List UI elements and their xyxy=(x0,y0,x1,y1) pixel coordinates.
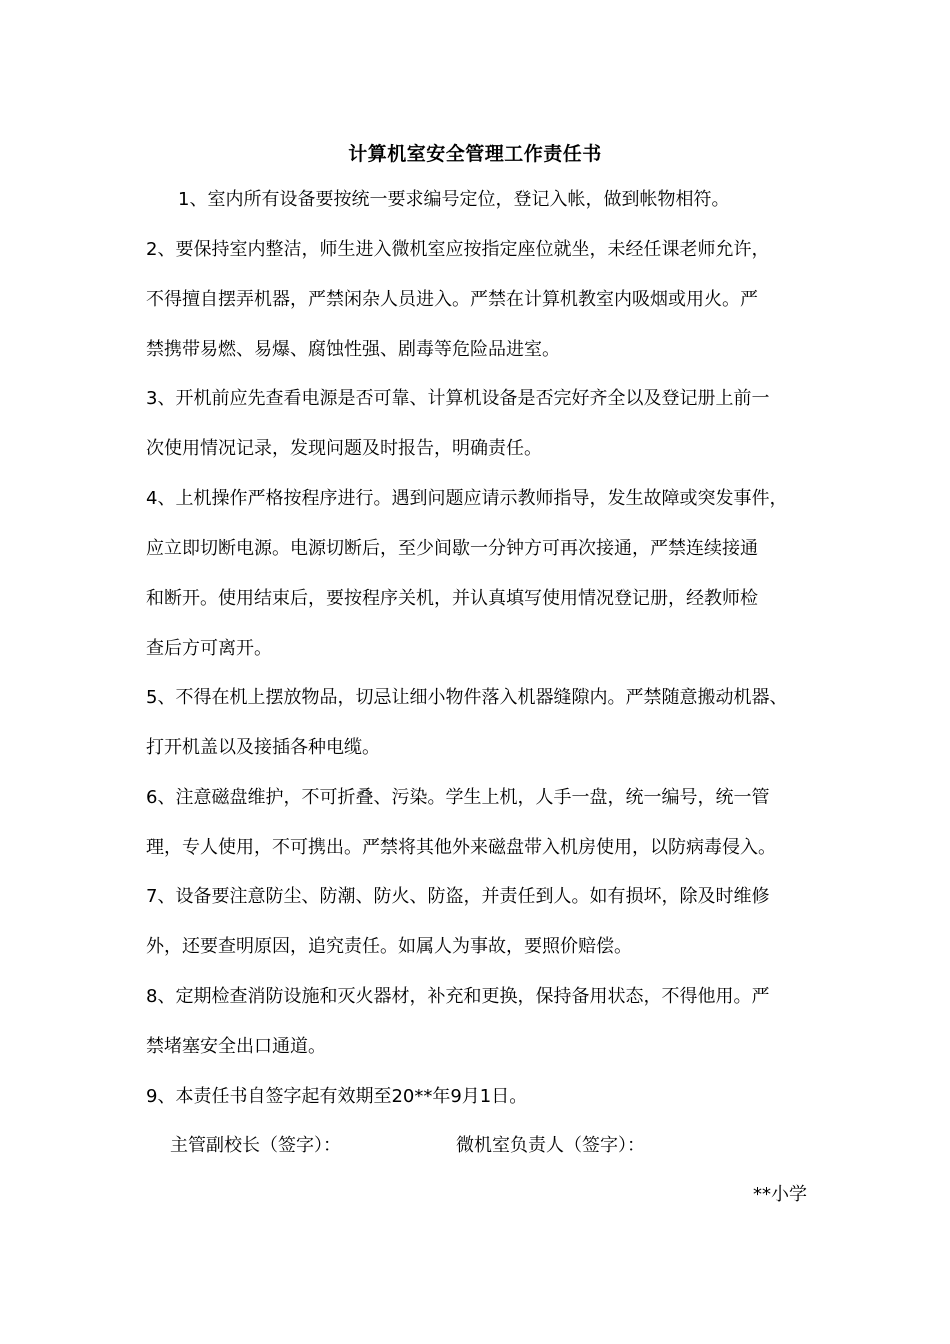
paragraph-line: 禁携带易燃、易爆、腐蚀性强、剧毒等危险品进室。 xyxy=(146,339,560,360)
paragraph-line: 理，专人使用，不可携出。严禁将其他外来磁盘带入机房使用，以防病毒侵入。 xyxy=(146,837,776,858)
paragraph-line: 6、注意磁盘维护，不可折叠、污染。学生上机，人手一盘，统一编号，统一管 xyxy=(146,787,770,808)
paragraph-line: 1、室内所有设备要按统一要求编号定位，登记入帐，做到帐物相符。 xyxy=(178,189,730,210)
principal-signature-label: 主管副校长（签字）： xyxy=(170,1135,341,1156)
paragraph-line: 7、设备要注意防尘、防潮、防火、防盗，并责任到人。如有损坏，除及时维修 xyxy=(146,886,770,907)
paragraph-line: 3、开机前应先查看电源是否可靠、计算机设备是否完好齐全以及登记册上前一 xyxy=(146,388,770,409)
paragraph-line: 5、不得在机上摆放物品，切忌让细小物件落入机器缝隙内。严禁随意搬动机器、 xyxy=(146,687,788,708)
paragraph-line: 查后方可离开。 xyxy=(146,638,272,659)
paragraph-line: 外，还要查明原因，追究责任。如属人为事故，要照价赔偿。 xyxy=(146,936,632,957)
paragraph-line: 4、上机操作严格按程序进行。遇到问题应请示教师指导，发生故障或突发事件， xyxy=(146,488,788,509)
paragraph-line: 次使用情况记录，发现问题及时报告，明确责任。 xyxy=(146,438,542,459)
paragraph-line: 不得擅自摆弄机器，严禁闲杂人员进入。严禁在计算机教室内吸烟或用火。严 xyxy=(146,289,758,310)
paragraph-line: 应立即切断电源。电源切断后，至少间歇一分钟方可再次接通，严禁连续接通 xyxy=(146,538,758,559)
paragraph-line: 打开机盖以及接插各种电缆。 xyxy=(146,737,380,758)
paragraph-line: 8、定期检查消防设施和灭火器材，补充和更换，保持备用状态，不得他用。严 xyxy=(146,986,770,1007)
lab-manager-signature-label: 微机室负责人（签字）： xyxy=(456,1135,645,1156)
school-name: **小学 xyxy=(753,1184,807,1205)
paragraph-line: 9、本责任书自签字起有效期至20**年9月1日。 xyxy=(146,1086,528,1107)
paragraph-line: 禁堵塞安全出口通道。 xyxy=(146,1036,326,1057)
paragraph-line: 2、要保持室内整洁，师生进入微机室应按指定座位就坐，未经任课老师允许， xyxy=(146,239,770,260)
document-title: 计算机室安全管理工作责任书 xyxy=(348,143,602,165)
paragraph-line: 和断开。使用结束后，要按程序关机，并认真填写使用情况登记册，经教师检 xyxy=(146,588,758,609)
